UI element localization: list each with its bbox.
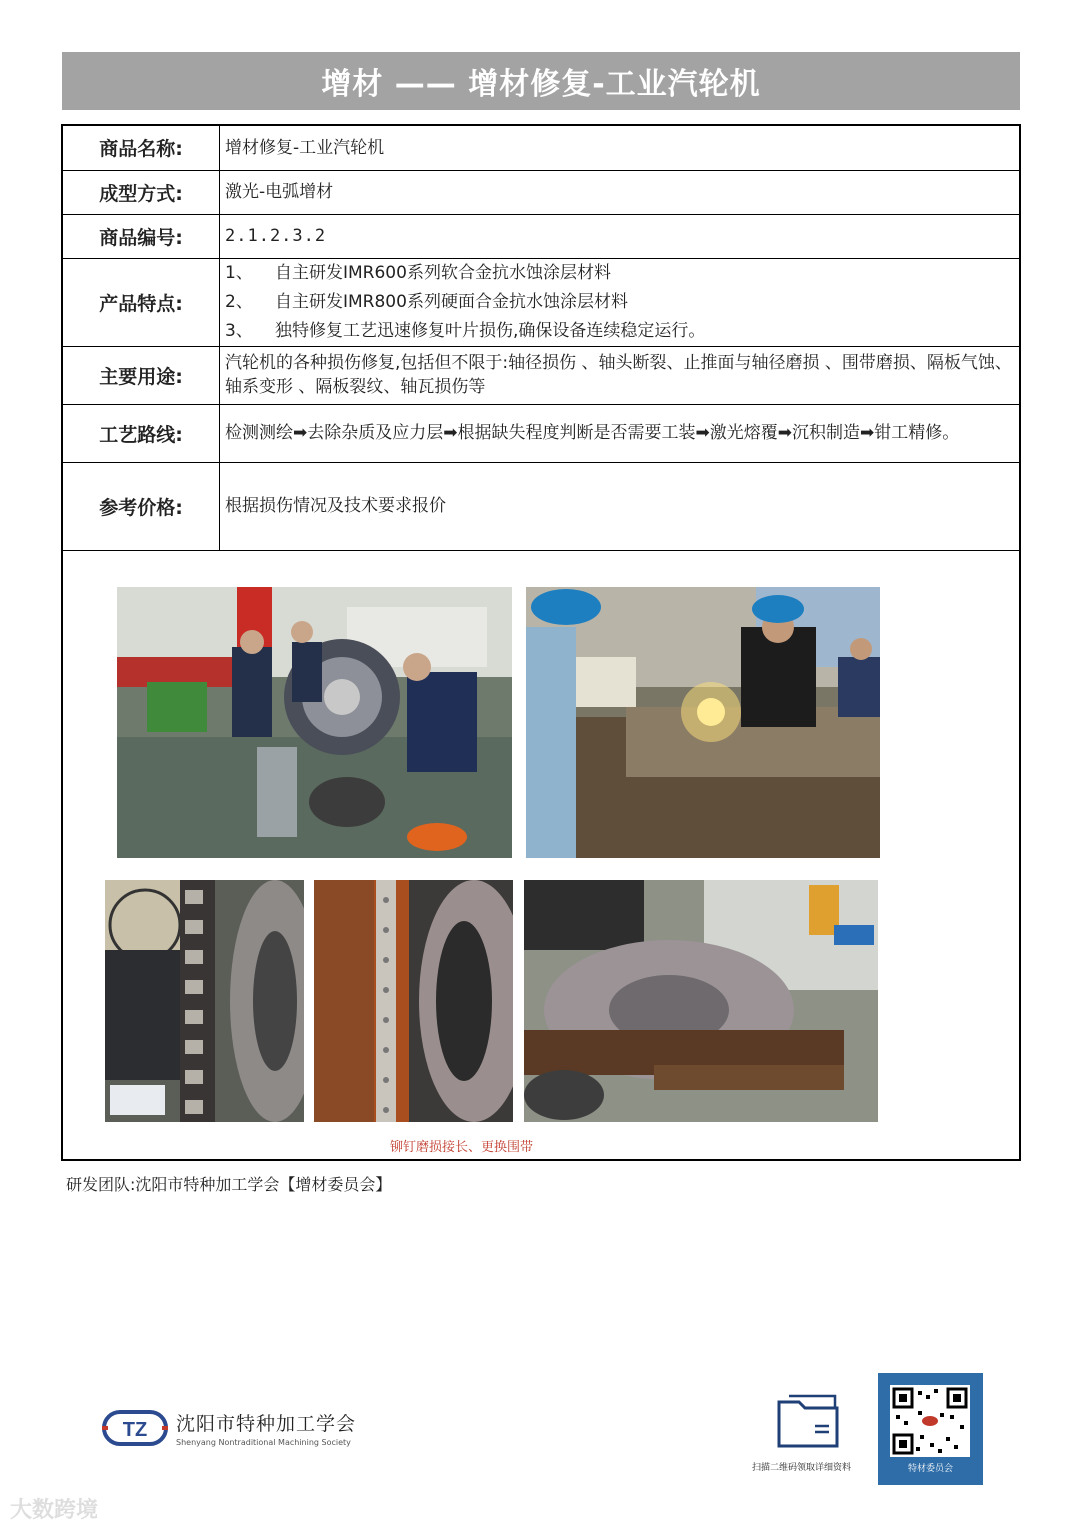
tz-logo-icon	[100, 1406, 170, 1450]
turbine-blades-photo	[105, 880, 304, 1122]
rotor-stand-photo	[524, 880, 878, 1122]
table-row	[63, 462, 1019, 550]
feature-text: 自主研发IMR600系列软合金抗水蚀涂层材料	[275, 262, 611, 283]
feature-text: 独特修复工艺迅速修复叶片损伤,确保设备连续稳定运行。	[275, 320, 706, 341]
feature-text: 自主研发IMR800系列硬面合金抗水蚀涂层材料	[275, 291, 628, 312]
table-row	[63, 214, 1019, 258]
list-item	[225, 259, 1019, 288]
price-value: 根据损伤情况及技术要求报价	[220, 462, 1020, 550]
watermark: 大数跨境	[10, 1498, 99, 1523]
qr-code-icon[interactable]	[890, 1385, 970, 1457]
qr-label: 特材委员会	[907, 1464, 953, 1474]
org-name-en: Shenyang Nontraditional Machining Society	[176, 1438, 351, 1447]
scan-instruction: 扫描二维码领取详细资料	[752, 1463, 852, 1473]
qr-code-panel[interactable]	[878, 1373, 983, 1485]
table-row	[63, 258, 1019, 346]
page-title: 增材 —— 增材修复-工业汽轮机	[62, 52, 1020, 110]
process-value: 检测测绘➡去除杂质及应力层➡根据缺失程度判断是否需要工装➡激光熔覆➡沉积制造➡钳工精修。	[220, 404, 1020, 462]
photo-caption: 铆钉磨损接长、更换围带	[390, 1140, 534, 1155]
usage-label: 主要用途:	[63, 346, 220, 404]
feature-number: 2、	[225, 291, 253, 312]
table-row	[63, 126, 1019, 170]
table-row	[63, 404, 1019, 462]
name-value: 增材修复-工业汽轮机	[220, 126, 1020, 170]
method-value: 激光-电弧增材	[220, 170, 1020, 214]
usage-value: 汽轮机的各种损伤修复,包括但不限于:轴径损伤 、轴头断裂、止推面与轴径磨损 、围带磨损、隔板气蚀、轴系变形 、隔板裂纹、轴瓦损伤等	[220, 346, 1020, 404]
research-team: 研发团队:沈阳市特种加工学会【增材委员会】	[66, 1175, 392, 1194]
list-item	[225, 317, 1019, 346]
feature-number: 1、	[225, 262, 253, 283]
code-value: 2.1.2.3.2	[220, 214, 1020, 258]
org-name: 沈阳市特种加工学会	[176, 1413, 357, 1435]
process-label: 工艺路线:	[63, 404, 220, 462]
table-row	[63, 346, 1019, 404]
method-label: 成型方式:	[63, 170, 220, 214]
folder-icon	[775, 1392, 845, 1454]
list-item	[225, 288, 1019, 317]
price-label: 参考价格:	[63, 462, 220, 550]
features-list	[220, 258, 1020, 346]
name-label: 商品名称:	[63, 126, 220, 170]
product-info-table	[63, 126, 1019, 551]
feature-number: 3、	[225, 320, 253, 341]
table-row	[63, 170, 1019, 214]
laser-cladding-photo	[526, 587, 880, 858]
logo-letters: TZ	[122, 1419, 148, 1441]
society-logo	[100, 1406, 356, 1450]
features-label: 产品特点:	[63, 258, 220, 346]
shroud-band-photo	[314, 880, 513, 1122]
workshop-repair-photo	[117, 587, 512, 858]
code-label: 商品编号:	[63, 214, 220, 258]
